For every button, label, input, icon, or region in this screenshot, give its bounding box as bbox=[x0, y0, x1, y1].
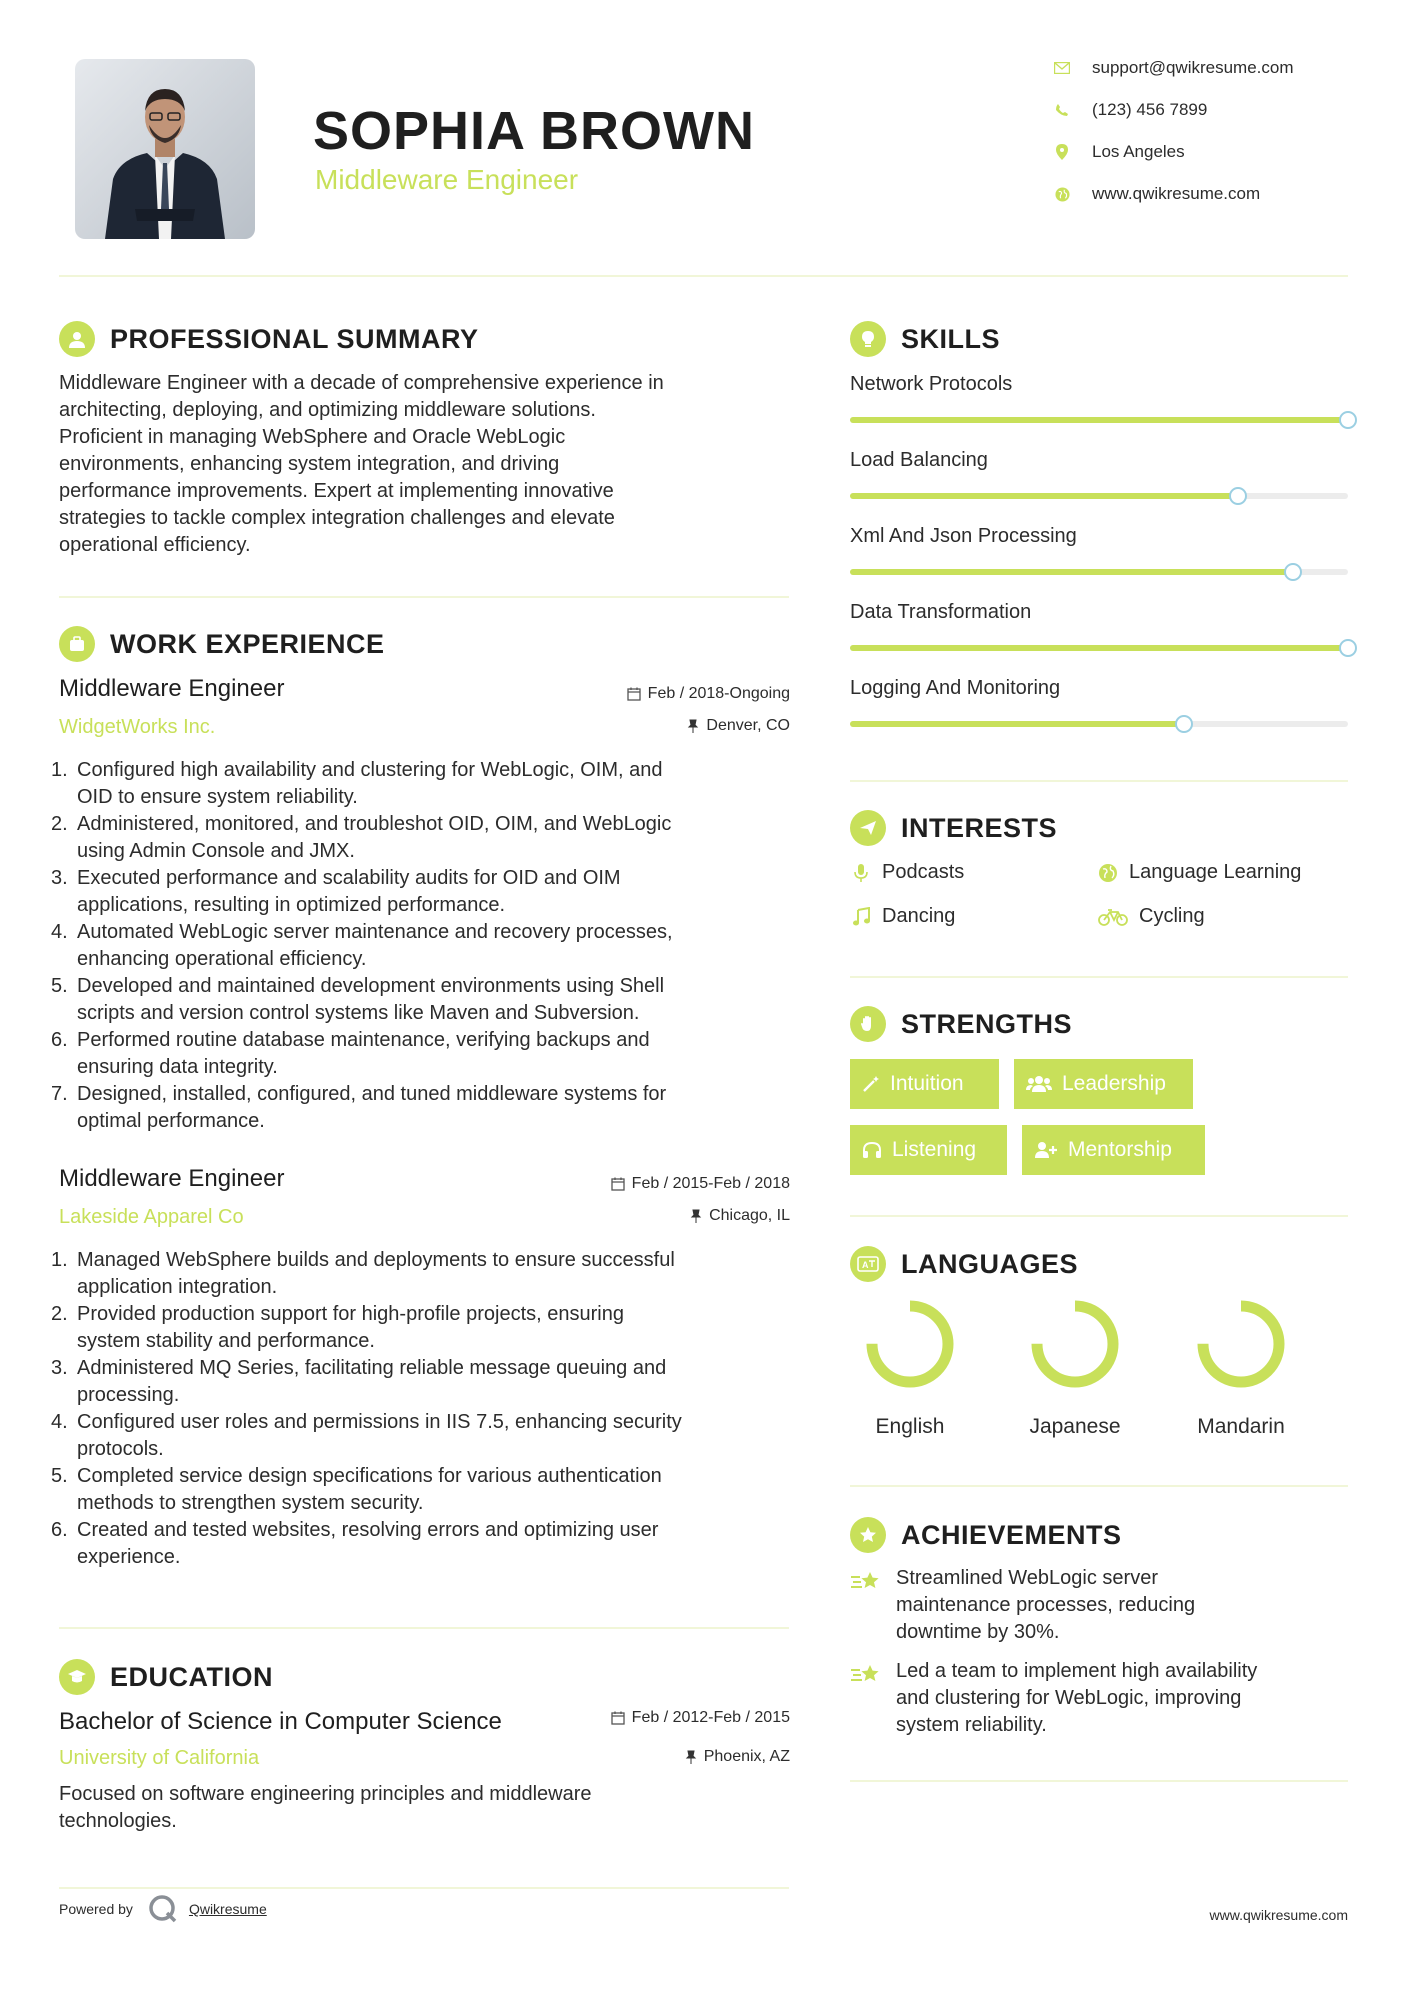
headphones-icon bbox=[862, 1141, 882, 1159]
skill-bar-knob bbox=[1229, 487, 1247, 505]
powered-by-text: Powered by bbox=[59, 1901, 133, 1917]
degree-title: Bachelor of Science in Computer Science bbox=[59, 1708, 502, 1735]
shooting-star-icon bbox=[850, 1662, 884, 1739]
achievement-line: Streamlined WebLogic server bbox=[896, 1567, 1158, 1589]
candidate-name: SOPHIA BROWN bbox=[313, 101, 755, 161]
list-item: Managed WebSphere builds and deployments to ensure successful application integration. bbox=[77, 1249, 675, 1298]
achievements-title: ACHIEVEMENTS bbox=[901, 1519, 1122, 1550]
globe-icon bbox=[1052, 184, 1072, 204]
calendar-icon bbox=[627, 687, 641, 701]
work-heading bbox=[59, 626, 385, 662]
interest-label: Language Learning bbox=[1129, 861, 1302, 883]
magic-wand-icon bbox=[862, 1075, 880, 1093]
list-item: Designed, installed, configured, and tuned middleware systems for optimal performance. bbox=[77, 1083, 667, 1132]
job-bullets bbox=[59, 1247, 799, 1571]
interest-item bbox=[1097, 905, 1205, 928]
achievement-line: and clustering for WebLogic, improving bbox=[896, 1687, 1242, 1709]
contact-website[interactable] bbox=[1052, 184, 1260, 204]
job-dates bbox=[430, 685, 790, 703]
interests-heading bbox=[850, 810, 1057, 846]
contact-email[interactable] bbox=[1052, 58, 1294, 78]
map-pin-icon bbox=[1052, 142, 1072, 162]
skill-bar-knob bbox=[1175, 715, 1193, 733]
interest-item bbox=[850, 905, 955, 928]
interest-item bbox=[850, 861, 964, 884]
education-line: Focused on software engineering principles and middleware bbox=[59, 1783, 592, 1805]
paper-plane-icon bbox=[850, 810, 886, 846]
lightbulb-icon bbox=[850, 321, 886, 357]
list-item: Automated WebLogic server maintenance and recovery processes, enhancing operational efficiency. bbox=[77, 921, 673, 970]
job-bullets bbox=[59, 757, 799, 1135]
strength-label: Listening bbox=[892, 1138, 977, 1161]
languages-heading bbox=[850, 1246, 1078, 1282]
microphone-icon bbox=[850, 862, 872, 884]
summary-line: architecting, deploying, and optimizing middleware solutions. bbox=[59, 399, 596, 421]
pushpin-icon bbox=[685, 1750, 697, 1764]
phone-icon bbox=[1052, 100, 1072, 120]
skill-bar bbox=[850, 569, 1348, 575]
interests-divider bbox=[850, 976, 1348, 978]
briefcase-icon bbox=[59, 626, 95, 662]
strength-label: Leadership bbox=[1062, 1072, 1166, 1095]
skill-bar-fill bbox=[850, 417, 1348, 423]
hand-icon bbox=[850, 1006, 886, 1042]
strength-badge bbox=[1014, 1059, 1193, 1109]
contact-location bbox=[1052, 142, 1185, 162]
language-level-ring bbox=[866, 1300, 954, 1388]
list-item: Configured user roles and permissions in IIS 7.5, enhancing security protocols. bbox=[77, 1411, 682, 1460]
education-dates bbox=[430, 1709, 790, 1727]
achievement-line: system reliability. bbox=[896, 1714, 1047, 1736]
skill-bar-fill bbox=[850, 721, 1184, 727]
list-item: Configured high availability and clustering for WebLogic, OIM, and OID to ensure system reliability. bbox=[77, 759, 663, 808]
language-label: Japanese bbox=[1029, 1415, 1121, 1438]
skill-bar-fill bbox=[850, 645, 1348, 651]
svg-text:A: A bbox=[862, 1260, 869, 1270]
summary-title: PROFESSIONAL SUMMARY bbox=[110, 323, 479, 354]
summary-line: strategies to tackle complex integration challenges and elevate bbox=[59, 507, 615, 529]
strength-badge bbox=[850, 1059, 999, 1109]
summary-line: Middleware Engineer with a decade of comprehensive experience in bbox=[59, 372, 664, 394]
job-dates-text: Feb / 2015-Feb / 2018 bbox=[631, 1175, 790, 1192]
job-location-text: Denver, CO bbox=[706, 717, 790, 734]
skill-label: Load Balancing bbox=[850, 449, 988, 471]
skills-divider bbox=[850, 780, 1348, 782]
achievement-line: Led a team to implement high availability bbox=[896, 1660, 1258, 1682]
list-item: Administered MQ Series, facilitating reliable message queuing and processing. bbox=[77, 1357, 667, 1406]
achievement-item bbox=[850, 1565, 1348, 1646]
job-location-text: Chicago, IL bbox=[709, 1207, 790, 1224]
job-title: Middleware Engineer bbox=[59, 1165, 285, 1192]
footer-powered-by bbox=[59, 1893, 267, 1925]
list-item: Performed routine database maintenance, verifying backups and ensuring data integrity. bbox=[77, 1029, 650, 1078]
calendar-icon bbox=[611, 1177, 625, 1191]
strength-badge bbox=[850, 1125, 1007, 1175]
job-title: Middleware Engineer bbox=[59, 675, 285, 702]
footer-website[interactable]: www.qwikresume.com bbox=[1209, 1907, 1348, 1923]
achievement-line: downtime by 30%. bbox=[896, 1621, 1060, 1643]
interest-label: Dancing bbox=[882, 905, 956, 927]
shooting-star-icon bbox=[850, 1569, 884, 1646]
skill-bar-knob bbox=[1284, 563, 1302, 581]
list-item: Developed and maintained development environments using Shell scripts and version control systems like Maven and Subversion. bbox=[77, 975, 665, 1024]
strength-label: Intuition bbox=[890, 1072, 964, 1095]
job-location bbox=[430, 717, 790, 735]
list-item: Executed performance and scalability audits for OID and OIM applications, resulting in optimized performance. bbox=[77, 867, 621, 916]
list-item: Administered, monitored, and troubleshot OID, OIM, and WebLogic using Admin Console and JMX. bbox=[77, 813, 672, 862]
profile-photo bbox=[75, 59, 255, 239]
language-level-ring bbox=[1197, 1300, 1285, 1388]
pushpin-icon bbox=[687, 719, 699, 733]
language-level-ring bbox=[1031, 1300, 1119, 1388]
skill-bar bbox=[850, 645, 1348, 651]
summary-divider bbox=[59, 596, 789, 598]
list-item: Provided production support for high-profile projects, ensuring system stability and performance. bbox=[77, 1303, 624, 1352]
user-icon bbox=[59, 321, 95, 357]
interests-title: INTERESTS bbox=[901, 812, 1058, 843]
list-item: Completed service design specifications for various authentication methods to strengthen system security. bbox=[77, 1465, 662, 1514]
job-company: WidgetWorks Inc. bbox=[59, 716, 216, 738]
calendar-icon bbox=[611, 1711, 625, 1725]
header-divider bbox=[59, 275, 1348, 277]
user-plus-icon bbox=[1034, 1141, 1058, 1159]
contact-website-text: www.qwikresume.com bbox=[1092, 184, 1261, 203]
contact-location-text: Los Angeles bbox=[1092, 142, 1185, 161]
contact-phone[interactable] bbox=[1052, 100, 1207, 120]
education-divider bbox=[59, 1887, 789, 1889]
skill-label: Xml And Json Processing bbox=[850, 525, 1077, 547]
strength-label: Mentorship bbox=[1068, 1138, 1172, 1161]
achievements-divider bbox=[850, 1780, 1348, 1782]
candidate-role: Middleware Engineer bbox=[315, 164, 579, 195]
language-icon bbox=[850, 1246, 886, 1282]
job-company: Lakeside Apparel Co bbox=[59, 1206, 244, 1228]
skill-bar-knob bbox=[1339, 639, 1357, 657]
contact-email-text: support@qwikresume.com bbox=[1092, 58, 1294, 77]
summary-line: operational efficiency. bbox=[59, 534, 251, 556]
achievements-heading bbox=[850, 1517, 1122, 1553]
education-title: EDUCATION bbox=[110, 1661, 273, 1692]
skill-bar-knob bbox=[1339, 411, 1357, 429]
skill-label: Data Transformation bbox=[850, 601, 1032, 623]
job-dates-text: Feb / 2018-Ongoing bbox=[647, 685, 790, 702]
summary-text bbox=[59, 370, 789, 559]
education-heading bbox=[59, 1659, 273, 1695]
languages-title: LANGUAGES bbox=[901, 1248, 1079, 1279]
strengths-divider bbox=[850, 1215, 1348, 1217]
music-note-icon bbox=[850, 906, 872, 928]
users-icon bbox=[1026, 1075, 1052, 1093]
skills-title: SKILLS bbox=[901, 323, 1001, 354]
achievement-line: maintenance processes, reducing bbox=[896, 1594, 1196, 1616]
language-label: Mandarin bbox=[1197, 1415, 1285, 1438]
education-location-text: Phoenix, AZ bbox=[703, 1748, 790, 1765]
interest-label: Podcasts bbox=[882, 861, 965, 883]
job-dates bbox=[430, 1175, 790, 1193]
education-dates-text: Feb / 2012-Feb / 2015 bbox=[631, 1709, 790, 1726]
skill-bar bbox=[850, 493, 1348, 499]
pushpin-icon bbox=[690, 1209, 702, 1223]
skill-label: Network Protocols bbox=[850, 373, 1013, 395]
summary-line: performance improvements. Expert at implementing innovative bbox=[59, 480, 614, 502]
star-badge-icon bbox=[850, 1517, 886, 1553]
work-divider bbox=[59, 1627, 789, 1629]
globe-icon bbox=[1097, 862, 1119, 884]
summary-line: Proficient in managing WebSphere and Oracle WebLogic bbox=[59, 426, 566, 448]
graduate-icon bbox=[59, 1659, 95, 1695]
education-location bbox=[430, 1748, 790, 1766]
interest-label: Cycling bbox=[1139, 905, 1205, 927]
languages-divider bbox=[850, 1485, 1348, 1487]
skills-heading bbox=[850, 321, 1000, 357]
summary-line: environments, enhancing system integration, and driving bbox=[59, 453, 560, 475]
skill-label: Logging And Monitoring bbox=[850, 677, 1061, 699]
job-location bbox=[430, 1207, 790, 1225]
skill-bar-fill bbox=[850, 493, 1238, 499]
skill-bar bbox=[850, 721, 1348, 727]
school-name: University of California bbox=[59, 1747, 260, 1769]
education-description bbox=[59, 1781, 789, 1835]
qwikresume-logo-icon bbox=[147, 1893, 179, 1925]
work-title: WORK EXPERIENCE bbox=[110, 628, 385, 659]
strength-badge bbox=[1022, 1125, 1205, 1175]
summary-heading bbox=[59, 321, 479, 357]
interest-item bbox=[1097, 861, 1301, 884]
strengths-title: STRENGTHS bbox=[901, 1008, 1073, 1039]
language-label: English bbox=[875, 1415, 945, 1438]
list-item: Created and tested websites, resolving errors and optimizing user experience. bbox=[77, 1519, 659, 1568]
qwikresume-link[interactable]: Qwikresume bbox=[188, 1901, 267, 1917]
envelope-icon bbox=[1052, 58, 1072, 78]
skill-bar bbox=[850, 417, 1348, 423]
education-line: technologies. bbox=[59, 1810, 177, 1832]
bicycle-icon bbox=[1097, 906, 1129, 928]
skill-bar-fill bbox=[850, 569, 1293, 575]
achievement-item bbox=[850, 1658, 1348, 1739]
contact-phone-text: (123) 456 7899 bbox=[1092, 100, 1208, 119]
strengths-heading bbox=[850, 1006, 1072, 1042]
